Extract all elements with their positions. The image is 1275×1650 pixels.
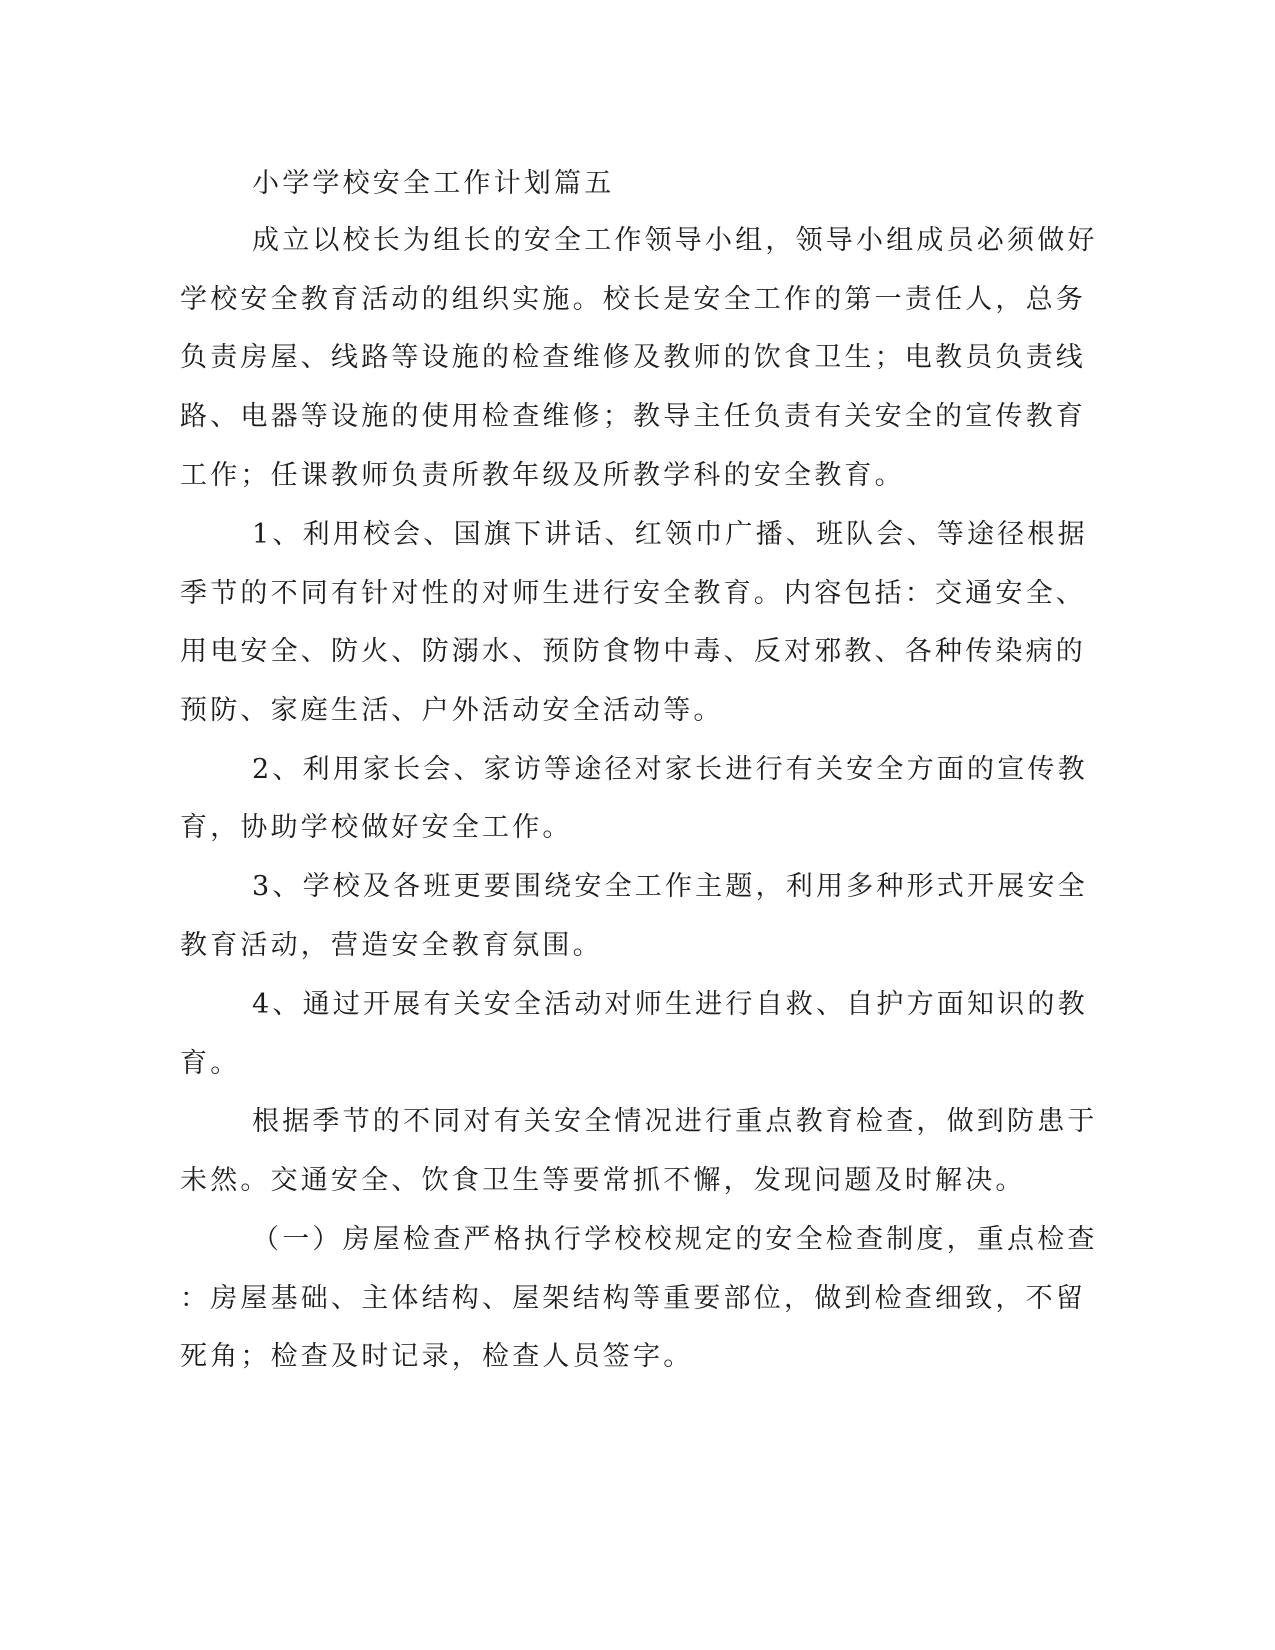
paragraph-line: （一）房屋检查严格执行学校校规定的安全检查制度，重点检查	[252, 1224, 1098, 1255]
paragraph-line: 育，协助学校做好安全工作。	[180, 812, 573, 843]
paragraph-line: 3、学校及各班更要围绕安全工作主题，利用多种形式开展安全	[252, 871, 1088, 902]
paragraph-line: 工作；任课教师负责所教年级及所教学科的安全教育。	[180, 460, 905, 491]
paragraph-line: 根据季节的不同对有关安全情况进行重点教育检查，做到防患于	[252, 1106, 1098, 1137]
paragraph-line: 1、利用校会、国旗下讲话、红领巾广播、班队会、等途径根据	[252, 519, 1088, 550]
paragraph-line: 育。	[180, 1048, 241, 1079]
paragraph-line: 死角；检查及时记录，检查人员签字。	[180, 1341, 694, 1372]
paragraph-line: 负责房屋、线路等设施的检查维修及教师的饮食卫生；电教员负责线	[180, 342, 1086, 373]
paragraph-line: ：房屋基础、主体结构、屋架结构等重要部位，做到检查细致，不留	[180, 1283, 1086, 1314]
paragraph-line: 用电安全、防火、防溺水、预防食物中毒、反对邪教、各种传染病的	[180, 636, 1086, 667]
document-title: 小学学校安全工作计划篇五	[252, 168, 615, 199]
paragraph-line: 4、通过开展有关安全活动对师生进行自救、自护方面知识的教	[252, 989, 1088, 1020]
paragraph-line: 2、利用家长会、家访等途径对家长进行有关安全方面的宣传教	[252, 754, 1088, 785]
paragraph-line: 学校安全教育活动的组织实施。校长是安全工作的第一责任人，总务	[180, 284, 1086, 315]
paragraph-line: 季节的不同有针对性的对师生进行安全教育。内容包括：交通安全、	[180, 578, 1086, 609]
paragraph-line: 教育活动，营造安全教育氛围。	[180, 930, 603, 961]
paragraph-line: 成立以校长为组长的安全工作领导小组，领导小组成员必须做好	[252, 225, 1098, 256]
paragraph-line: 路、电器等设施的使用检查维修；教导主任负责有关安全的宣传教育	[180, 401, 1086, 432]
paragraph-line: 未然。交通安全、饮食卫生等要常抓不懈，发现问题及时解决。	[180, 1165, 1026, 1196]
paragraph-line: 预防、家庭生活、户外活动安全活动等。	[180, 695, 724, 726]
